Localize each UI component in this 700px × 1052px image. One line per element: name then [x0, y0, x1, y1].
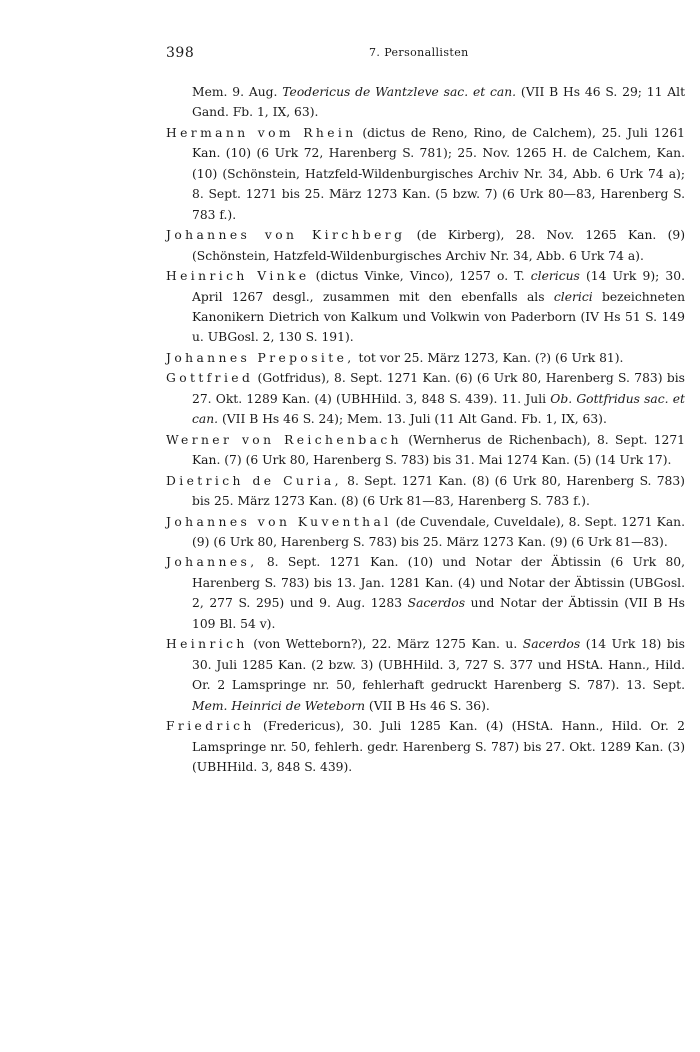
entry-list	[166, 82, 685, 777]
entry-text: (VII B Hs 46 S. 24); Mem. 13. Juli (11 Alt Gand. Fb. 1, IX, 63).	[218, 412, 607, 427]
entry-text-italic: clerici	[553, 289, 593, 304]
entry-text: 8. Sept. 1271 Kan. (10) und Notar der Äbtissin (6 Urk 80, Harenberg S. 783) bis 13. Jan. 1281 Kan. (4) und Notar der Äbtissin (UBGosl. 2, 277 S. 295) und 9. Aug. 1283	[192, 555, 685, 611]
entry-name: Heinrich	[166, 637, 248, 652]
entry-name: Gottfried	[166, 371, 254, 386]
entry-werner-von-reichenbach	[166, 430, 685, 471]
entry-text: (VII B Hs 46 S. 29; 11 Alt Gand. Fb. 1, IX, 63).	[192, 85, 686, 120]
entry-text: (dictus Vinke, Vinco), 1257 o. T.	[309, 269, 531, 284]
entry-text: (de Kirberg), 28. Nov. 1265 Kan. (9) (Schönstein, Hatzfeld-Wildenburgisches Archiv Nr. 34, Abb. 6 Urk 74 a).	[192, 228, 685, 263]
entry-text: (VII B Hs 46 S. 36).	[365, 698, 490, 713]
entry-name: Heinrich Vinke	[166, 269, 310, 284]
entry-text-italic: Sacerdos	[407, 596, 466, 611]
entry-text: (Fredericus), 30. Juli 1285 Kan. (4) (HStA. Hann., Hild. Or. 2 Lamspringe nr. 50, fehlerh. gedr. Harenberg S. 787) bis 27. Okt. 1289 Kan. (3) (UBHHild. 3, 848 S. 439).	[192, 719, 685, 774]
entry-text: (14 Urk 9); 30. April 1267 desgl., zusammen mit den ebenfalls als	[192, 269, 685, 304]
entry-text: (14 Urk 18) bis 30. Juli 1285 Kan. (2 bzw. 3) (UBHHild. 3, 727 S. 377 und HStA. Hann., Hild. Or. 2 Lamspringe nr. 50, fehlerhaft gedruckt Harenberg S. 787). 13. Sept.	[192, 637, 685, 693]
entry-name: Friedrich	[166, 719, 255, 734]
page-number: 398	[166, 45, 195, 61]
entry-name: Johannes,	[166, 555, 258, 570]
entry-heinrich	[166, 634, 685, 716]
entry-text: und Notar der Äbtissin (VII B Hs 109 Bl. 54 v).	[192, 596, 685, 631]
entry-text-italic: Teodericus de Wantzleve sac. et can.	[282, 85, 517, 99]
entry-continuation	[166, 82, 685, 123]
entry-name: Werner von Reichenbach	[166, 432, 402, 447]
entry-friedrich	[166, 716, 685, 777]
entry-johannes-preposite	[166, 348, 685, 368]
entry-text-italic: Ob. Gottfridus sac. et can.	[192, 391, 685, 427]
entry-text: Mem. 9. Aug.	[192, 85, 283, 99]
entry-text: bezeichneten Kanonikern Dietrich von Kalkum und Volkwin von Paderborn (IV Hs 51 S. 149 u. UBGosl. 2, 130 S. 191).	[192, 289, 685, 345]
entry-name: Hermann vom Rhein	[166, 125, 357, 140]
entry-text: (Wernherus de Richenbach), 8. Sept. 1271 Kan. (7) (6 Urk 80, Harenberg S. 783) bis 31. Mai 1274 Kan. (5) (14 Urk 17).	[192, 432, 685, 468]
entry-text: (de Cuvendale, Cuveldale), 8. Sept. 1271 Kan. (9) (6 Urk 80, Harenberg S. 783) bis 25. März 1273 Kan. (9) (6 Urk 81—83).	[192, 514, 685, 549]
entry-johannes-von-kirchberg	[166, 225, 685, 266]
entry-johannes-von-kuventhal	[166, 512, 685, 553]
entry-johannes	[166, 552, 685, 634]
entry-gottfried	[166, 368, 685, 429]
entry-heinrich-vinke	[166, 266, 685, 348]
entry-text-italic: clericus	[530, 269, 580, 284]
entry-name: Johannes von Kirchberg	[166, 228, 406, 243]
entry-text: (dictus de Reno, Rino, de Calchem), 25. Juli 1261 Kan. (10) (6 Urk 72, Harenberg S. 781); 25. Nov. 1265 H. de Calchem, Kan. (10) (Schönstein, Hatzfeld-Wildenburgisches Archiv Nr. 34, Abb. 6 Urk 74 a); 8. Sept. 1271 bis 25. März 1273 Kan. (5 bzw. 7) (6 Urk 80—83, Harenberg S. 783 f.).	[192, 125, 685, 222]
entry-text-italic: Mem. Heinrici de Weteborn	[192, 698, 366, 713]
entry-hermann-vom-rhein	[166, 123, 685, 225]
entry-text-italic: Sacerdos	[522, 637, 581, 652]
running-head: 7. Personallisten	[369, 46, 469, 59]
entry-dietrich-de-curia	[166, 471, 685, 512]
entry-text: (von Wetteborn?), 22. März 1275 Kan. u.	[247, 637, 523, 652]
entry-name: Dietrich de Curia,	[166, 473, 342, 488]
entry-text: (Gotfridus), 8. Sept. 1271 Kan. (6) (6 Urk 80, Harenberg S. 783) bis 27. Okt. 1289 Kan. (4) (UBHHild. 3, 848 S. 439). 11. Juli	[192, 371, 685, 406]
entry-name: Johannes Preposite,	[166, 350, 355, 365]
entry-name: Johannes von Kuventhal	[166, 514, 392, 529]
entry-text: tot vor 25. März 1273, Kan. (?) (6 Urk 81).	[354, 350, 624, 365]
entry-text: 8. Sept. 1271 Kan. (8) (6 Urk 80, Harenberg S. 783) bis 25. März 1273 Kan. (8) (6 Urk 81—83, Harenberg S. 783 f.).	[192, 473, 685, 509]
